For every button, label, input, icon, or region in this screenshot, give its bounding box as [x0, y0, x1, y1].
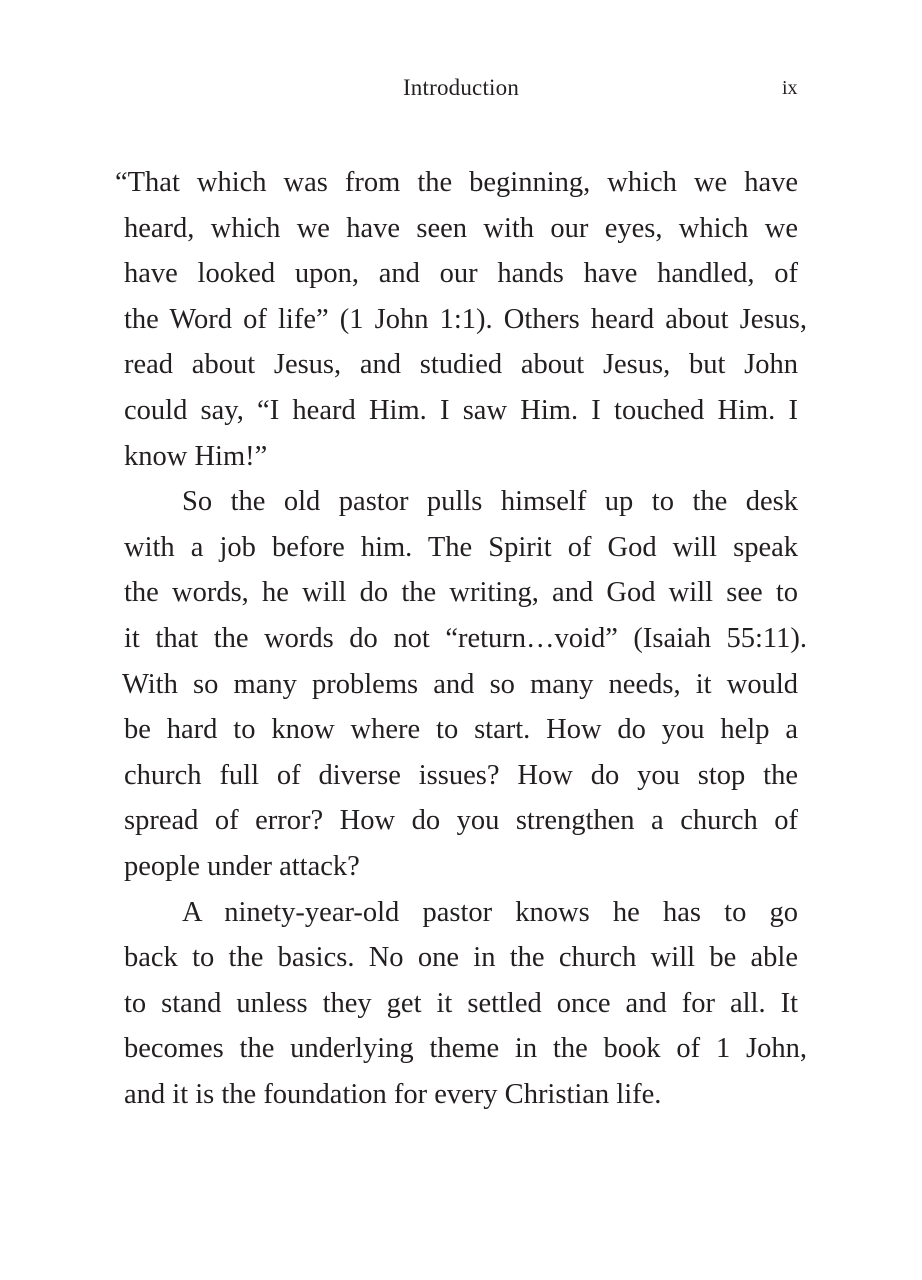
text-line: read about Jesus, and studied about Jesus, but John: [124, 349, 798, 381]
text-line: spread of error? How do you strengthen a church of: [124, 805, 798, 837]
text-line: could say, “I heard Him. I saw Him. I touched Him. I: [124, 394, 798, 426]
text-line: have looked upon, and our hands have handled, of: [124, 258, 798, 290]
paragraph-3: [124, 890, 807, 1118]
text-line: church full of diverse issues? How do you stop the: [124, 759, 798, 791]
text-line: “That which was from the beginning, which we have: [115, 167, 798, 198]
running-head: [0, 72, 922, 104]
text-line: the words, he will do the writing, and God will see to: [124, 577, 798, 609]
text-line: with a job before him. The Spirit of God will speak: [124, 531, 798, 563]
text-line: to stand unless they get it settled once and for all. It: [124, 987, 798, 1019]
text-line: heard, which we have seen with our eyes, which we: [124, 212, 798, 244]
text-line: it that the words do not “return…void” (Isaiah 55:11).: [124, 622, 807, 654]
page-number: ix: [782, 77, 798, 99]
text-line: becomes the underlying theme in the book of 1 John,: [124, 1033, 807, 1065]
text-line: know Him!”: [124, 440, 268, 472]
text-line: and it is the foundation for every Christian life.: [124, 1078, 662, 1110]
running-title: Introduction: [402, 75, 520, 100]
text-line: With so many problems and so many needs, it would: [122, 668, 798, 700]
paragraph-1: [115, 160, 807, 479]
text-line: people under attack?: [124, 850, 360, 882]
text-line: back to the basics. No one in the church will be able: [124, 942, 798, 974]
text-line: be hard to know where to start. How do you help a: [124, 714, 798, 746]
text-line: the Word of life” (1 John 1:1). Others heard about Jesus,: [124, 303, 807, 335]
text-line: So the old pastor pulls himself up to the desk: [182, 486, 798, 518]
paragraph-2: [122, 479, 807, 889]
body-text: [115, 160, 807, 1117]
text-line: A ninety-year-old pastor knows he has to go: [182, 896, 798, 928]
